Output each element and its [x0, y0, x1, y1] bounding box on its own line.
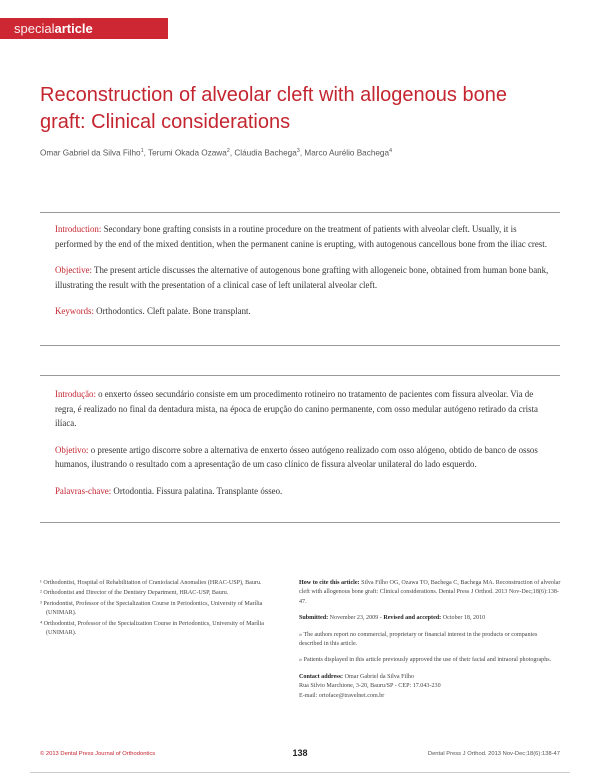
resumo-divider-bottom	[40, 522, 560, 523]
submitted-label: Submitted:	[299, 615, 329, 622]
resumo-palavras-chave	[55, 484, 550, 499]
affiliation-footnotes	[40, 579, 280, 639]
article-title: Reconstruction of alveolar cleft with allogenous bone graft: Clinical considerations	[40, 84, 507, 133]
footnote: ³ Periodontist, Professor of the Specialization Course in Periodontics, University of Marília (UNIMAR).	[40, 600, 263, 617]
text: Secondary bone grafting consists in a routine procedure on the treatment of patients with alveolar cleft. Usually, it is performed by the end of the mixed dentition, when the permanent canine is erupting, with autogenous cancellous bone from the iliac crest.	[55, 224, 547, 249]
page-number: 138	[292, 748, 308, 758]
section-label-bold: article	[54, 21, 93, 36]
author-affiliation: 4	[389, 148, 393, 154]
cite-label: How to cite this article:	[299, 580, 360, 586]
author-name: Omar Gabriel da Silva Filho	[40, 148, 141, 158]
label: Keywords:	[55, 306, 94, 316]
text: Ortodontia. Fissura palatina. Transplante ósseo.	[113, 485, 283, 496]
resumo-objetivo	[55, 443, 550, 472]
article-info-box	[299, 579, 561, 708]
author-affiliation: 3	[296, 148, 300, 154]
submitted-date: November 23, 2009 -	[329, 615, 384, 622]
accepted-label: Revised and accepted:	[383, 615, 442, 622]
footer-copyright: © 2013 Dental Press Journal of Orthodontics	[40, 751, 156, 757]
section-header	[0, 18, 168, 39]
how-to-cite	[299, 579, 561, 607]
footer-citation: Dental Press J Orthod. 2013 Nov-Dec;18(6):138-47	[427, 751, 560, 757]
footnote: ⁴ Orthodontist, Professor of the Specialization Course in Periodontics, University of Marília (UNIMAR).	[40, 620, 265, 637]
text: Orthodontics. Cleft palate. Bone transplant.	[96, 306, 251, 316]
author-name: Cláudia Bachega	[234, 148, 297, 158]
author-affiliation: 1	[140, 148, 144, 154]
contact-name: Omar Gabriel da Silva Filho	[344, 673, 414, 680]
resumo-introducao	[55, 387, 550, 431]
contact-email[interactable]: E-mail: ortoface@travelnet.com.br	[299, 692, 385, 699]
author-affiliation: 2	[226, 148, 230, 154]
accepted-date: October 18, 2010	[442, 615, 486, 622]
author-name: Terumi Okada Ozawa	[148, 148, 227, 158]
submission-dates	[299, 614, 561, 623]
abstract-objective	[55, 263, 550, 292]
author-name: Marco Aurélio Bachega	[304, 148, 390, 158]
author-list: Omar Gabriel da Silva Filho$^1$, Terumi Okada Ozawa$^2$, Cláudia Bachega$^3$, Marco Aurélio Bachega$^4$	[40, 148, 393, 158]
abstract-introduction	[55, 222, 550, 251]
text: o presente artigo discorre sobre a alternativa de enxerto ósseo autógeno realizado com osso alógeno, obtido de banco de ossos humanos, ilustrando o resultado com a apresentação de um caso clínico de fissura alveolar unilateral do lado esquerdo.	[55, 444, 538, 469]
abstract-keywords	[55, 304, 550, 319]
text: The present article discusses the alternative of autogenous bone grafting with allogeneic bone, obtained from human bone bank, illustrating the result with the presentation of a clinical case of left unilateral alveolar cleft.	[55, 265, 549, 290]
contact-street: Rua Silvio Marchione, 3-20, Bauru/SP - CEP: 17.043-230	[299, 683, 441, 690]
abstract-english	[55, 222, 550, 331]
abstract-divider-mid	[40, 345, 560, 346]
section-label-light: special	[14, 21, 55, 36]
cite-text: Silva Filho OG, Ozawa TO, Bachega C, Bachega MA. Reconstruction of alveolar cleft with allogenous bone graft: Clinical considerations. Dental Press J Orthod. 2013 Nov-Dec;18(6):138-47.	[299, 580, 561, 605]
label: Objective:	[55, 265, 92, 275]
footer-divider	[30, 772, 570, 773]
footnote: ² Orthodontist and Director of the Dentistry Department, HRAC-USP, Bauru.	[40, 590, 229, 597]
abstract-portuguese	[55, 387, 550, 510]
label: Palavras-chave:	[55, 485, 112, 496]
conflict-statement: » The authors report no commercial, proprietary or financial interest in the products or companies described in this article.	[299, 631, 538, 648]
footnote: ¹ Orthodontist, Hospital of Rehabilitation of Craniofacial Anomalies (HRAC-USP), Bauru.	[40, 580, 262, 586]
resumo-divider-top	[40, 375, 560, 376]
abstract-divider-top	[40, 212, 560, 213]
label: Objetivo:	[55, 444, 89, 455]
consent-statement: » Patients displayed in this article previously approved the use of their facial and intraoral photographs.	[299, 657, 552, 664]
contact-label: Contact address:	[299, 673, 344, 680]
text: o enxerto ósseo secundário consiste em um procedimento rotineiro no tratamento de pacientes com fissura alveolar. Via de regra, é realizado no final da dentadura mista, na época de erupção do canino permanente, com osso medular autógeno retirado da crista ilíaca.	[55, 389, 538, 428]
label: Introdução:	[55, 389, 96, 399]
label: Introduction:	[55, 224, 102, 234]
contact-address	[299, 673, 561, 701]
